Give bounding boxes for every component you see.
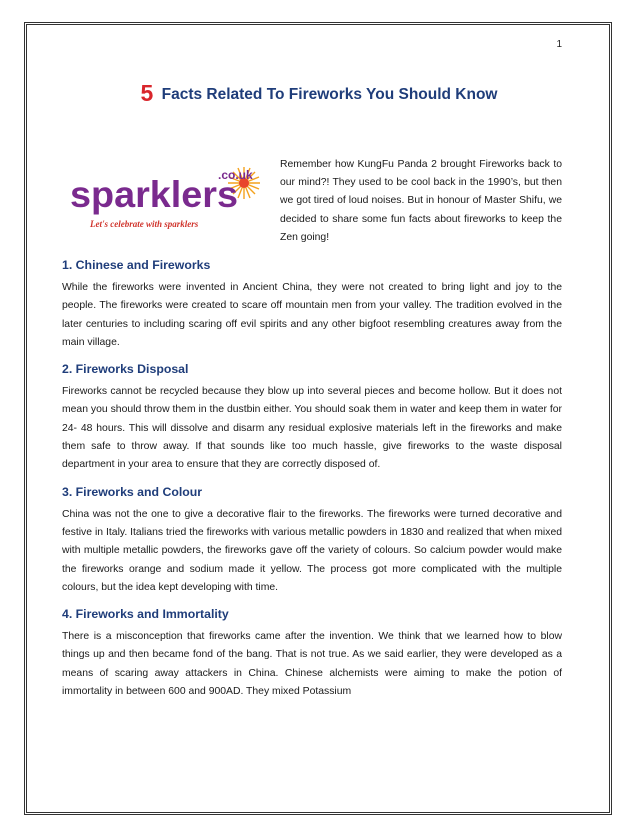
section-body-chinese: While the fireworks were invented in Ancient China, they were not created to bring light and joy to the people. The fireworks were created to scare off mountain men from your valley. The tradition evolved in the later centuries to including scaring off evil spirits and any other bigfoot resembling creatures away from the main village. <box>62 282 562 348</box>
page-number: 1 <box>556 39 562 50</box>
section-heading-immortality: 4. Fireworks and Immortality <box>62 607 229 622</box>
title-number: 5 <box>140 80 154 106</box>
logo-domain: .co.uk <box>218 168 253 182</box>
section-body-immortality: There is a misconception that fireworks came after the invention. We think that we learned how to blow things up and then became fond of the bang. That is not true. As we said earlier, they were developed as a means of scaring away attackers in China. Chinese alchemists were aiming to make the potion of immortality in between 600 and 900AD. They mixed Potassium <box>62 631 562 698</box>
section-body-disposal: Fireworks cannot be recycled because they blow up into several pieces and become hollow. But it does not mean you should throw them in the dustbin either. You should soak them in water and keep them in water for 24- 48 hours. This will dissolve and disarm any residual explosive materials left in the fireworks and make them safe to throw away. If that sounds like too much hassle, give fireworks to the waste disposal department in your area to ensure that they are correctly disposed of. <box>62 386 562 471</box>
logo-tagline: Let's celebrate with sparklers <box>90 219 199 229</box>
section-heading-chinese: 1. Chinese and Fireworks <box>62 258 211 272</box>
section-heading-disposal: 2. Fireworks Disposal <box>62 362 189 377</box>
logo-brand: sparklers <box>70 174 238 215</box>
title-text: Facts Related To Fireworks You Should Know <box>161 86 498 103</box>
section-body-colour: China was not the one to give a decorative flair to the fireworks. The fireworks were turned decorative and festive in Italy. Italians tried the fireworks with various metallic powders in 1830 and realized that when mixed with multiple metallic powders, the fireworks gave off the variety of colours. So calcium powder would make the fireworks orange and sodium made it yellow. The process got more complicated with the multiple colours, but the idea kept developing with time. <box>62 508 562 593</box>
sparklers-logo <box>68 165 278 235</box>
intro-paragraph: Remember how KungFu Panda 2 brought Fireworks back to our mind?! They used to be cool back in the 1990’s, but then we got tired of loud noises. But in honour of Master Shifu, we decided to share some fun facts about fireworks to keep the Zen going! <box>280 159 562 243</box>
section-heading-colour: 3. Fireworks and Colour <box>62 484 203 499</box>
page-title <box>0 80 638 107</box>
article-body <box>62 257 562 701</box>
